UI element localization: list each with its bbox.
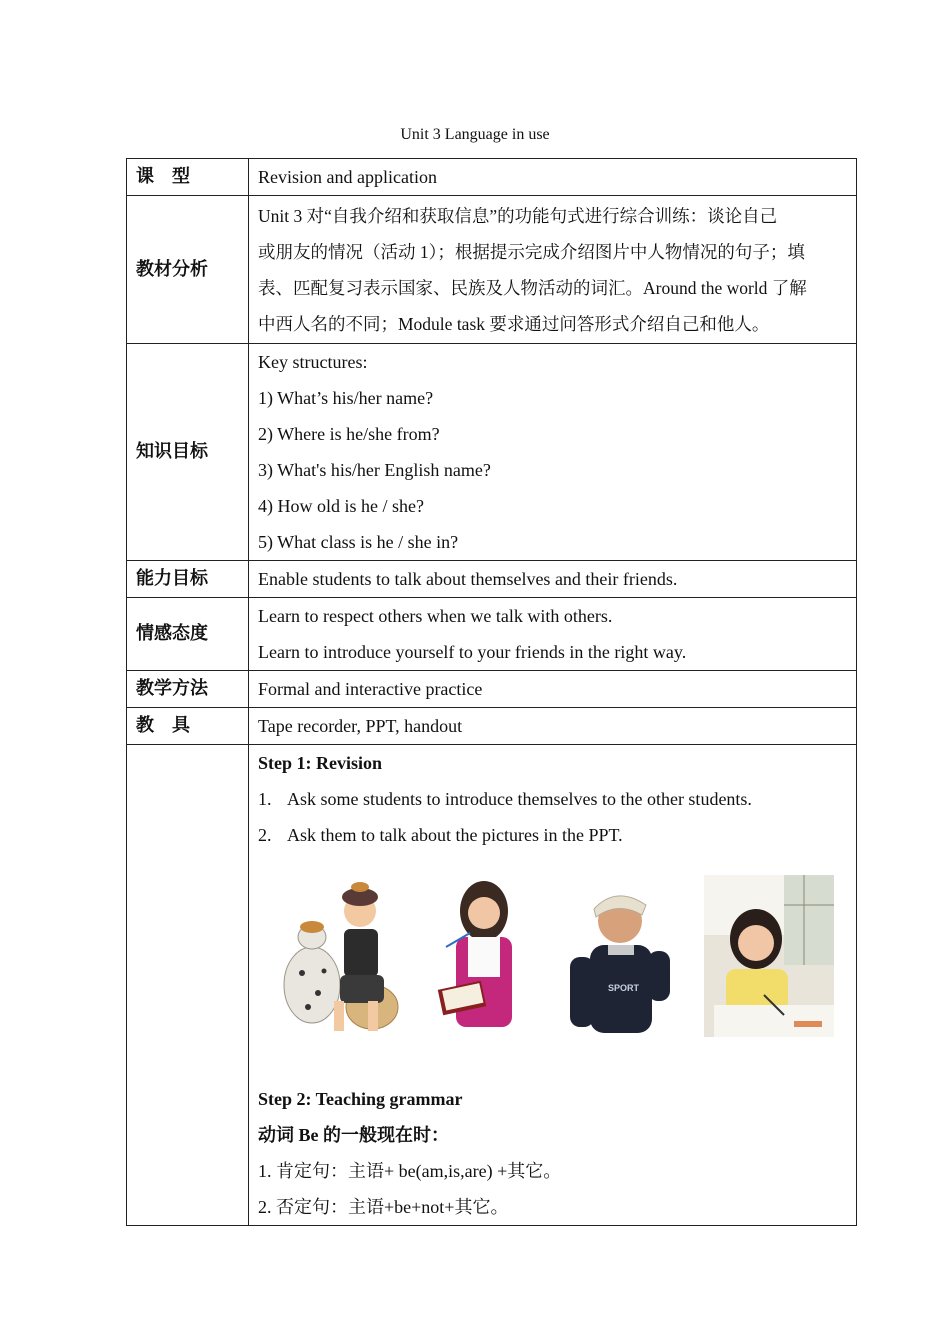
value-emotional-attitude	[249, 598, 857, 671]
row-material-analysis	[127, 196, 857, 344]
lesson-plan-table	[126, 158, 857, 1226]
photo-girl-writing	[704, 875, 834, 1037]
knowledge-line: 3) What's his/her English name?	[258, 460, 491, 480]
row-procedure	[127, 745, 857, 1226]
value-procedure	[249, 745, 857, 1226]
knowledge-line: Key structures:	[258, 352, 368, 372]
label-material-analysis: 教材分析	[127, 196, 249, 344]
photo-shirt-text: SPORT	[608, 983, 640, 993]
material-line: Unit 3 对“自我介绍和获取信息”的功能句式进行综合训练：谈论自己	[258, 205, 778, 226]
label-emotional-attitude: 情感态度	[127, 598, 249, 671]
label-ability-goals: 能力目标	[127, 561, 249, 598]
grammar-heading: 动词 Be 的一般现在时：	[258, 1125, 449, 1145]
row-teaching-aids	[127, 708, 857, 745]
grammar-line: 1. 肯定句：主语+ be(am,is,are) +其它。	[258, 1161, 562, 1181]
step1-item-num: 1.	[258, 789, 272, 809]
label-knowledge-goals: 知识目标	[127, 344, 249, 561]
row-emotional-attitude	[127, 598, 857, 671]
value-teaching-aids: Tape recorder, PPT, handout	[249, 708, 857, 745]
value-teaching-method: Formal and interactive practice	[249, 671, 857, 708]
label-procedure	[127, 745, 249, 1226]
student-photos	[258, 853, 847, 1081]
value-knowledge-goals	[249, 344, 857, 561]
value-lesson-type: Revision and application	[249, 159, 857, 196]
step1-item	[258, 781, 847, 817]
row-ability-goals	[127, 561, 857, 598]
knowledge-line: 4) How old is he / she?	[258, 496, 424, 516]
label-teaching-aids: 教 具	[127, 708, 249, 745]
material-line: 或朋友的情况（活动 1）；根据提示完成介绍图片中人物情况的句子；填	[258, 241, 805, 262]
photo-boy-with-toy	[272, 875, 406, 1037]
label-lesson-type: 课 型	[127, 159, 249, 196]
step1-title: Step 1: Revision	[258, 753, 383, 773]
step2-title: Step 2: Teaching grammar	[258, 1089, 463, 1109]
knowledge-line: 2) Where is he/she from?	[258, 424, 440, 444]
value-ability-goals: Enable students to talk about themselves and their friends.	[249, 561, 857, 598]
material-line: 表、匹配复习表示国家、民族及人物活动的词汇。Around the world 了解	[258, 277, 807, 298]
document-title: Unit 3 Language in use	[400, 126, 550, 143]
grammar-line: 2. 否定句：主语+be+not+其它。	[258, 1197, 509, 1217]
knowledge-line: 1) What’s his/her name?	[258, 388, 434, 408]
step1-item-num: 2.	[258, 825, 272, 845]
row-knowledge-goals	[127, 344, 857, 561]
material-line: 中西人名的不同；Module task 要求通过问答形式介绍自己和他人。	[258, 313, 770, 334]
row-teaching-method	[127, 671, 857, 708]
photo-boy-sport-shirt	[546, 875, 691, 1037]
photo-girl-with-book	[426, 875, 538, 1037]
attitude-line: Learn to respect others when we talk with others.	[258, 606, 613, 626]
label-teaching-method: 教学方法	[127, 671, 249, 708]
step1-item	[258, 817, 847, 853]
attitude-line: Learn to introduce yourself to your friends in the right way.	[258, 642, 687, 662]
value-material-analysis	[249, 196, 857, 344]
step1-item-text: Ask them to talk about the pictures in the PPT.	[287, 825, 623, 845]
step1-item-text: Ask some students to introduce themselves to the other students.	[287, 789, 752, 809]
knowledge-line: 5) What class is he / she in?	[258, 532, 459, 552]
row-lesson-type	[127, 159, 857, 196]
